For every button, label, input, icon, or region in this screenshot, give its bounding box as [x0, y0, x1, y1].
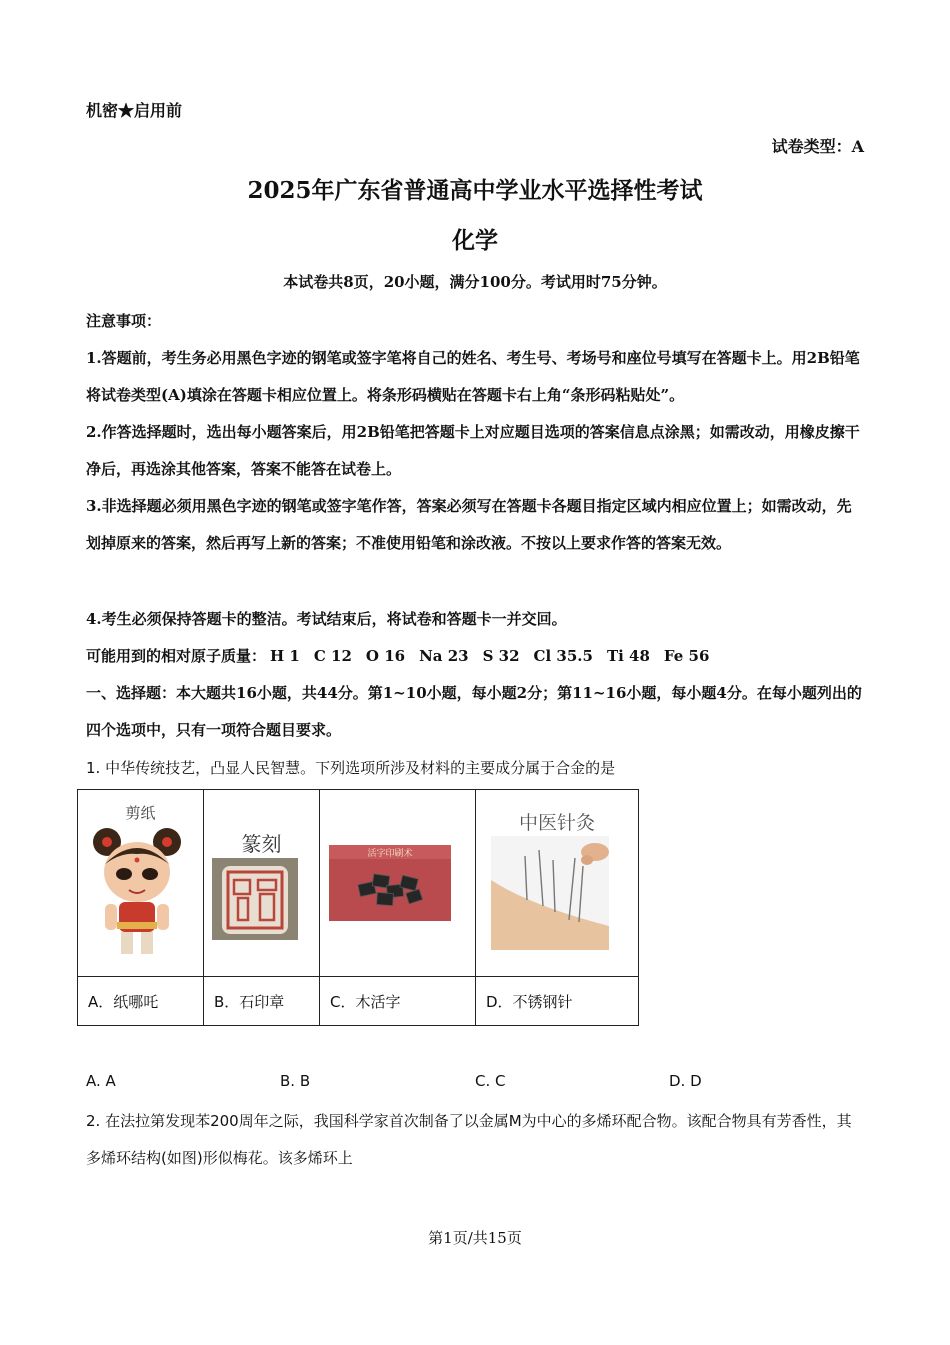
mass-na: Na 23 — [419, 647, 469, 665]
nezha-paper-figure-image — [91, 822, 183, 958]
image-title-zhenjiu: 中医针灸 — [518, 812, 595, 834]
image-cell-d — [476, 790, 639, 977]
paper-type-label: 试卷类型：A — [771, 137, 864, 156]
atomic-masses-label: 可能用到的相对原子质量： — [86, 647, 267, 665]
note-item-1: 1.答题前，考生务必用黑色字迹的钢笔或签字笔将自己的姓名、考生号、考场号和座位号填写在答题卡上。用2B铅笔将试卷类型(A)填涂在答题卡相应位置上。将条形码横贴在答题卡右上角“条形码粘贴处”。 — [86, 349, 860, 404]
image-cell-c — [320, 790, 476, 977]
atomic-masses — [86, 638, 866, 675]
mass-s: S 32 — [482, 647, 520, 665]
mass-fe: Fe 56 — [663, 647, 710, 665]
page-number: 第1页/共15页 — [428, 1229, 522, 1247]
image-cell-a — [78, 790, 204, 977]
section1-intro: 一、选择题：本大题共16小题，共44分。第1~10小题，每小题2分；第11~16小题，每小题4分。在每小题列出的四个选项中，只有一项符合题目要求。 — [86, 684, 862, 739]
option-b: B．石印章 — [204, 977, 320, 1026]
mass-o: O 16 — [365, 647, 406, 665]
mass-cl: Cl 35.5 — [533, 647, 593, 665]
option-d: D．不锈钢针 — [476, 977, 639, 1026]
question-1-stem: 1. 中华传统技艺，凸显人民智慧。下列选项所涉及材料的主要成分属于合金的是 — [86, 759, 616, 777]
option-c: C．木活字 — [320, 977, 476, 1026]
image-title-jianzhi: 剪纸 — [125, 804, 156, 822]
subject-title: 化学 — [452, 227, 498, 254]
confidential-label: 机密★启用前 — [86, 101, 183, 120]
image-title-zhuanke: 篆刻 — [241, 832, 282, 856]
note-item-4: 4.考生必须保持答题卡的整洁。考试结束后，将试卷和答题卡一并交回。 — [86, 610, 567, 628]
exam-summary: 本试卷共8页，20小题，满分100分。考试用时75分钟。 — [283, 273, 667, 291]
mass-c: C 12 — [313, 647, 352, 665]
movable-type-image — [329, 845, 451, 921]
acupuncture-image — [491, 836, 609, 950]
choice-a: A. A — [86, 1072, 116, 1090]
notes-heading: 注意事项： — [86, 312, 162, 330]
note-item-3: 3.非选择题必须用黑色字迹的钢笔或签字笔作答，答案必须写在答题卡各题目指定区域内相应位置上；如需改动，先划掉原来的答案，然后再写上新的答案；不准使用铅笔和涂改液。不按以上要求作答的答案无效。 — [86, 497, 852, 552]
mass-h: H 1 — [270, 647, 300, 665]
choice-d: D. D — [669, 1072, 702, 1090]
note-item-2: 2.作答选择题时，选出每小题答案后，用2B铅笔把答题卡上对应题目选项的答案信息点涂黑；如需改动，用橡皮擦干净后，再选涂其他答案，答案不能答在试卷上。 — [86, 423, 860, 478]
option-a: A．纸哪吒 — [78, 977, 204, 1026]
image-title-huozi: 活字印刷术 — [367, 849, 413, 859]
question-1-options-table — [77, 789, 639, 1026]
stone-seal-image — [212, 858, 298, 940]
exam-title: 2025年广东省普通高中学业水平选择性考试 — [247, 177, 703, 204]
choice-c: C. C — [475, 1072, 506, 1090]
mass-ti: Ti 48 — [606, 647, 650, 665]
question-2-stem: 2. 在法拉第发现苯200周年之际，我国科学家首次制备了以金属M为中心的多烯环配合物。该配合物具有芳香性，其多烯环结构(如图)形似梅花。该多烯环上 — [86, 1112, 852, 1167]
choice-b: B. B — [280, 1072, 311, 1090]
image-cell-b — [204, 790, 320, 977]
